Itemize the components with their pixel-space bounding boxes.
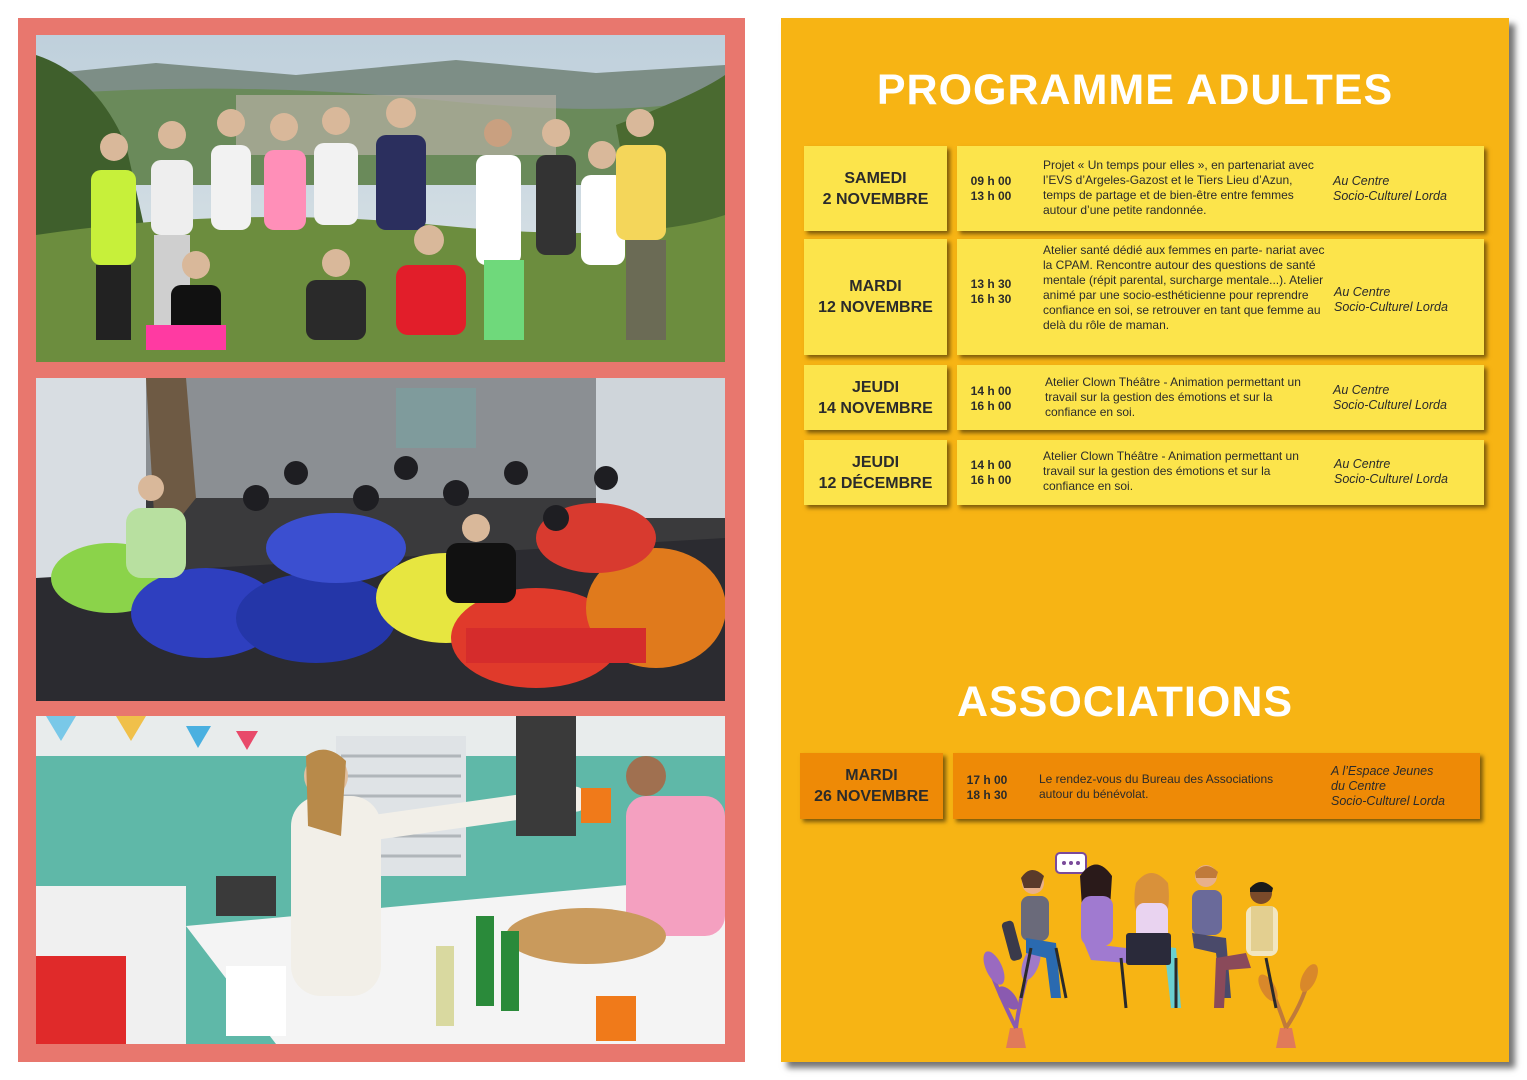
event-info-box bbox=[957, 365, 1484, 430]
event-day: MARDI bbox=[849, 278, 902, 295]
event-date: 12 NOVEMBRE bbox=[818, 299, 933, 316]
event-date: 2 NOVEMBRE bbox=[822, 190, 929, 208]
kitchen-workshop-photo bbox=[36, 716, 725, 1044]
event-date-box bbox=[804, 440, 947, 505]
event-description: Atelier santé dédié aux femmes en parte- nariat avec la CPAM. Rencontre autour des questions de santé mentale (répit parental, surcharge mentale...). Atelier animé par une socio-esthéticienne pour reprendre confiance en soi, se retrouver en tant que femme au delà du rôle de maman. bbox=[1043, 243, 1325, 332]
event-description: Atelier Clown Théâtre - Animation permettant un travail sur la gestion des émotions et sur la confiance en soi. bbox=[1045, 375, 1301, 419]
event-place: Au Centre Socio-Culturel Lorda bbox=[1334, 457, 1448, 486]
event-day: MARDI bbox=[845, 767, 898, 784]
event-info-box bbox=[957, 440, 1484, 505]
event-place: Au Centre Socio-Culturel Lorda bbox=[1333, 174, 1447, 203]
group-discussion-illustration bbox=[976, 848, 1326, 1058]
event-date: 26 NOVEMBRE bbox=[814, 788, 929, 805]
event-place: Au Centre Socio-Culturel Lorda bbox=[1334, 285, 1448, 314]
event-day: JEUDI bbox=[851, 378, 900, 396]
event-date-box bbox=[804, 239, 947, 355]
event-date-box bbox=[804, 365, 947, 430]
event-time: 09 h 00 13 h 00 bbox=[970, 174, 1012, 203]
event-date: 14 NOVEMBRE bbox=[818, 399, 933, 417]
event-day: SAMEDI bbox=[844, 169, 907, 187]
event-time: 13 h 30 16 h 30 bbox=[970, 277, 1012, 306]
left-page bbox=[18, 18, 745, 1062]
event-time: 17 h 00 18 h 30 bbox=[966, 773, 1008, 802]
right-page bbox=[781, 18, 1509, 1062]
event-description: Le rendez-vous du Bureau des Associations autour du bénévolat. bbox=[1039, 772, 1274, 801]
chat-bubble-icon bbox=[1056, 853, 1086, 873]
event-place: A l’Espace Jeunes du Centre Socio-Culturel Lorda bbox=[1331, 764, 1445, 808]
event-day: JEUDI bbox=[851, 453, 900, 471]
associations-title: ASSOCIATIONS bbox=[956, 678, 1294, 726]
beanbag-room-photo bbox=[36, 378, 725, 701]
plant-right-icon bbox=[1254, 961, 1321, 1048]
event-date-box bbox=[800, 753, 943, 819]
event-info-box bbox=[957, 146, 1484, 231]
event-place: Au Centre Socio-Culturel Lorda bbox=[1333, 383, 1447, 412]
group-hike-photo bbox=[36, 35, 725, 362]
programme-title: PROGRAMME ADULTES bbox=[876, 66, 1394, 114]
event-info-box bbox=[957, 239, 1484, 355]
event-info-box bbox=[953, 753, 1480, 819]
event-description: Atelier Clown Théâtre - Animation permettant un travail sur la gestion des émotions et sur la confiance en soi. bbox=[1043, 449, 1299, 493]
event-date: 12 DÉCEMBRE bbox=[818, 474, 933, 492]
event-time: 14 h 00 16 h 00 bbox=[970, 458, 1012, 487]
event-date-box bbox=[804, 146, 947, 231]
event-description: Projet « Un temps pour elles », en partenariat avec l’EVS d’Argeles-Gazost et le Tiers Lieu d’Azun, temps de partage et de bien-être entre femmes autour d’une petite randonnée. bbox=[1043, 158, 1314, 217]
event-time: 14 h 00 16 h 00 bbox=[970, 384, 1012, 413]
